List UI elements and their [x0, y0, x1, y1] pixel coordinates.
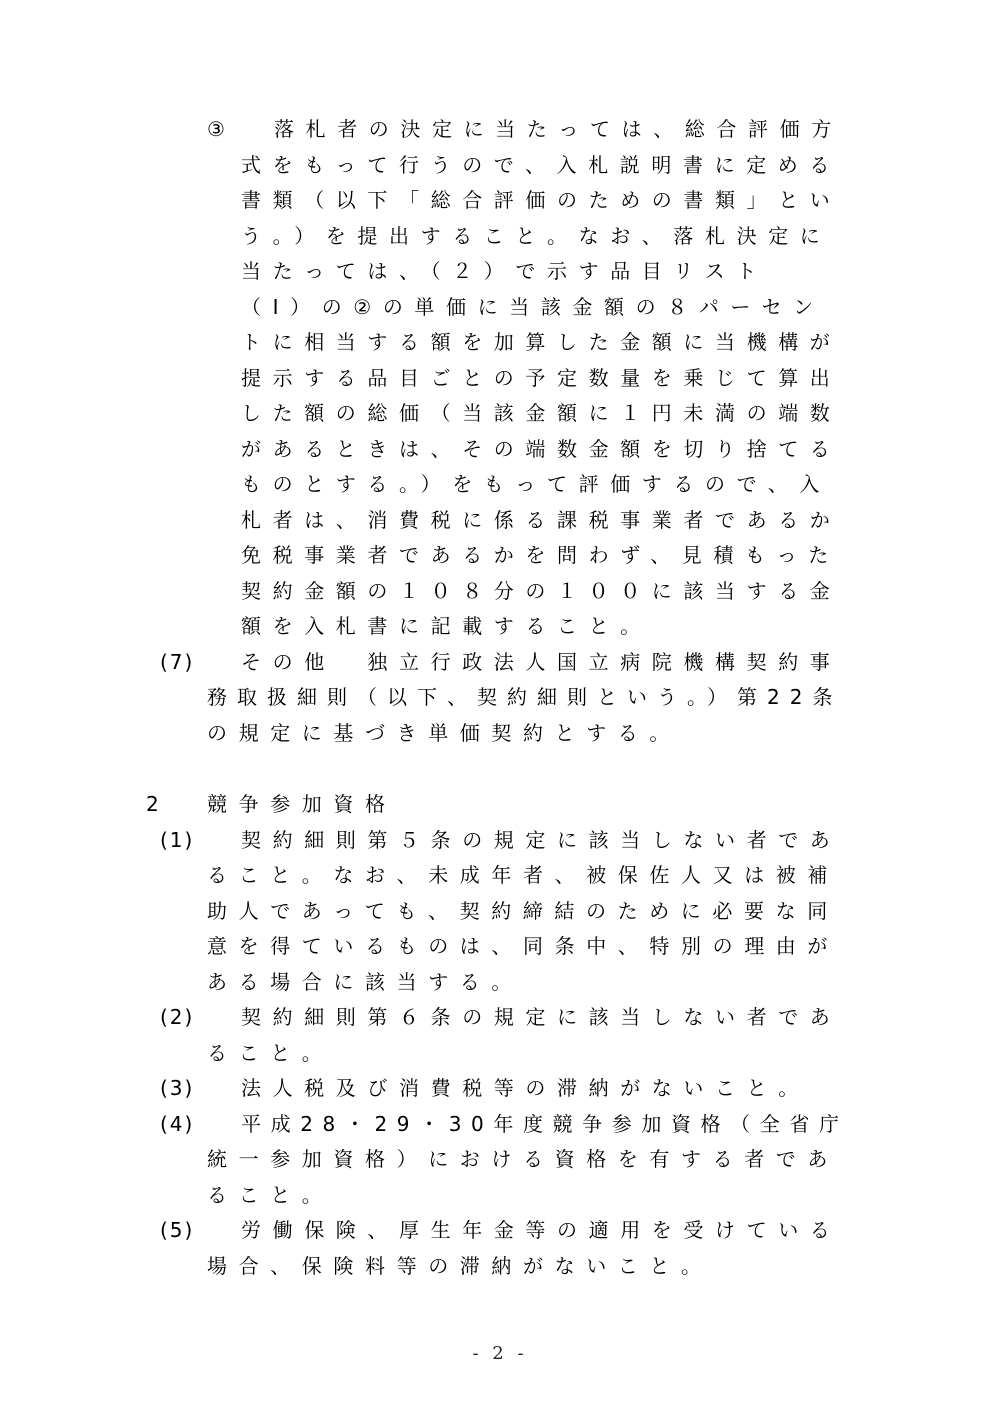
section-2-item-4-line-1: 平成28・29・30年度競争参加資格（全省庁: [241, 1112, 849, 1136]
item-3-line-6: （Ⅰ）の②の単価に当該金額の８パーセン: [241, 295, 825, 319]
section-2-number: 2: [146, 792, 161, 816]
section-2-item-1-marker: (1): [160, 828, 195, 852]
section-2-heading: 競争参加資格: [207, 792, 397, 816]
item-7-line-3: の規定に基づき単価契約とする。: [207, 721, 681, 745]
section-2-item-1-line-2: ること。なお、未成年者、被保佐人又は被補: [207, 863, 839, 887]
page-number: - 2 -: [472, 1343, 528, 1364]
item-3-line-5: 当たっては、（２）で示す品目リスト: [241, 259, 768, 283]
section-2-item-5-line-1: 労働保険、厚生年金等の適用を受けている: [241, 1218, 842, 1242]
item-3-line-13: 免税事業者であるかを問わず、見積もった: [241, 543, 840, 567]
item-3-line-1: 落札者の決定に当たっては、総合評価方: [274, 117, 843, 141]
item-3-line-3: 書類（以下「総合評価のための書類」とい: [241, 188, 842, 212]
item-3-line-9: した額の総価（当該金額に１円未満の端数: [241, 401, 842, 425]
section-2-item-4-line-2: 統一参加資格）における資格を有する者であ: [207, 1147, 839, 1171]
section-2-item-2-line-2: ること。: [207, 1041, 334, 1065]
item-3-line-7: トに相当する額を加算した金額に当機構が: [241, 330, 842, 354]
section-2-item-5-marker: (5): [160, 1218, 195, 1242]
section-2-item-1-line-5: ある場合に該当する。: [207, 970, 523, 994]
section-2-item-3-marker: (3): [160, 1076, 195, 1100]
item-3-line-8: 提示する品目ごとの予定数量を乗じて算出: [241, 366, 842, 390]
item-3-line-4: う。）を提出すること。なお、落札決定に: [241, 224, 832, 248]
item-3-line-10: があるときは、その端数金額を切り捨てる: [241, 437, 842, 461]
section-2-item-1-line-3: 助人であっても、契約締結のために必要な同: [207, 899, 839, 923]
item-3-line-12: 札者は、消費税に係る課税事業者であるか: [241, 508, 842, 532]
section-2-item-1-line-4: 意を得ているものは、同条中、特別の理由が: [207, 934, 839, 958]
section-2-item-1-line-1: 契約細則第５条の規定に該当しない者であ: [241, 828, 842, 852]
section-2-item-4-marker: (4): [160, 1112, 195, 1136]
item-3-marker: ③: [207, 117, 227, 141]
section-2-item-4-line-3: ること。: [207, 1183, 334, 1207]
item-3-line-14: 契約金額の１０８分の１００に該当する金: [241, 579, 842, 603]
section-2-item-5-line-2: 場合、保険料等の滞納がないこと。: [207, 1254, 713, 1278]
section-2-item-2-marker: (2): [160, 1005, 195, 1029]
item-3-line-15: 額を入札書に記載すること。: [241, 614, 652, 638]
section-2-item-3-line-1: 法人税及び消費税等の滞納がないこと。: [241, 1076, 810, 1100]
section-2-item-2-line-1: 契約細則第６条の規定に該当しない者であ: [241, 1005, 842, 1029]
item-7-marker: (7): [160, 650, 195, 674]
item-7-line-2: 務取扱細則（以下、契約細則という。）第22条: [207, 685, 843, 709]
item-3-line-2: 式をもって行うので、入札説明書に定める: [241, 153, 841, 177]
item-3-line-11: ものとする。）をもって評価するので、入: [241, 472, 831, 496]
item-7-line-1: その他 独立行政法人国立病院機構契約事: [241, 650, 842, 674]
